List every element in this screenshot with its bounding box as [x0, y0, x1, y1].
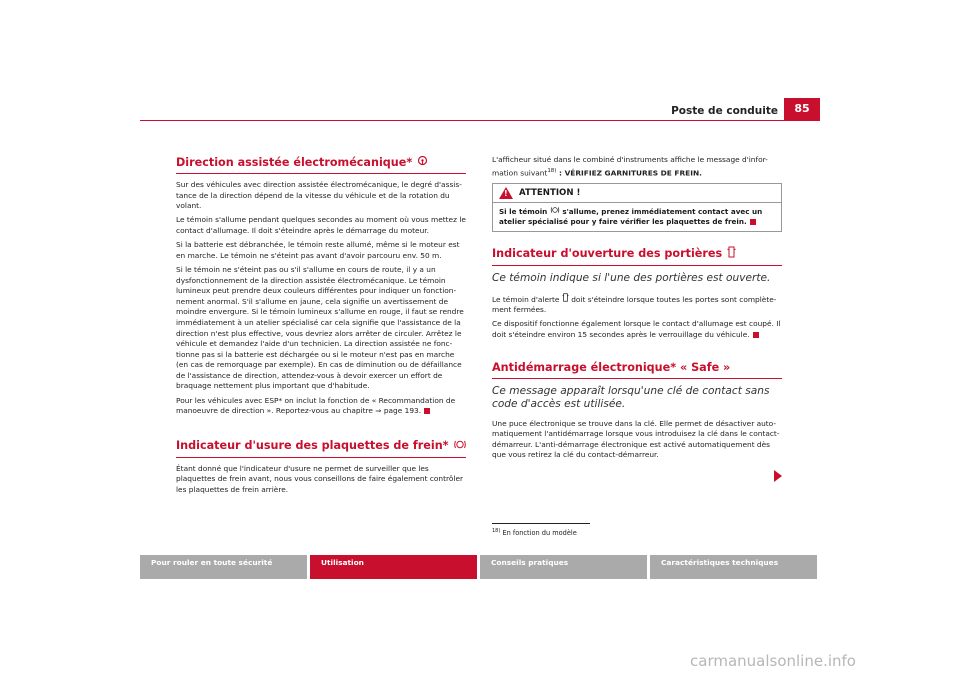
paragraph-text: doit s'éteindre lorsque toutes les portes sont complète-ment fermées.	[492, 294, 777, 315]
tab-operation[interactable]: Utilisation	[310, 555, 477, 579]
paragraph-text: L'afficheur situé dans le combiné d'instruments affiche le message d'infor-mation suivant	[492, 155, 768, 178]
section-title: Indicateur d'ouverture des portières	[492, 246, 723, 260]
paragraph: Une puce électronique se trouve dans la clé. Elle permet de désactiver auto-matiquement l'antidémarrage lorsque vous introduisez la clé dans le contact-démarreur. L'anti-démarrage électronique est activé automatiquement dès que vous retirez la clé du contact-démarreur.	[492, 418, 780, 460]
attention-box	[492, 183, 782, 232]
right-column	[492, 155, 782, 465]
paragraph: Le témoin s'allume pendant quelques secondes au moment où vous mettez le contact d'allumage. Il doit s'éteindre après le démarrage du moteur.	[176, 215, 466, 235]
end-of-section-marker	[750, 219, 756, 225]
section-lead: Ce message apparaît lorsqu'une clé de contact sans code d'accès est utilisée.	[492, 384, 770, 410]
left-column	[176, 155, 466, 499]
door-open-icon	[727, 246, 736, 261]
steering-warning-icon	[417, 155, 428, 169]
page-number-badge: 85	[784, 98, 820, 120]
attention-text-part: Si le témoin	[499, 206, 548, 216]
paragraph: Étant donné que l'indicateur d'usure ne permet de surveiller que les plaquettes de frein avant, nous vous conseillons de faire également contrôler les plaquettes de frein arrière.	[176, 463, 464, 495]
paragraph	[492, 155, 782, 179]
attention-header	[493, 184, 781, 203]
tab-technical-specs[interactable]: Caractéristiques techniques	[650, 555, 817, 579]
tab-safety[interactable]: Pour rouler en toute sécurité	[140, 555, 307, 579]
section-lead: Ce témoin indique si l'une des portières est ouverte.	[492, 271, 771, 284]
paragraph-text: Ce dispositif fonctionne également lorsque le contact d'allumage est coupé. Il doit s'éteindre environ 15 secondes après le verrouillage du véhicule.	[492, 319, 781, 340]
section-heading-door-indicator	[492, 246, 782, 266]
header-divider	[140, 120, 820, 121]
section-title: Antidémarrage électronique* « Safe »	[492, 360, 731, 374]
footnote	[492, 528, 577, 537]
attention-text-part: s'allume, prenez immédiatement contact avec un atelier spécialisé pour y faire vérifier les plaquettes de frein.	[499, 206, 763, 226]
paragraph: Sur des véhicules avec direction assistée électromécanique, le degré d'assis-tance de la direction dépend de la vitesse du véhicule et de la rotation du volant.	[176, 180, 462, 211]
paragraph-text: Le témoin d'alerte	[492, 294, 560, 304]
paragraph	[176, 396, 466, 417]
brake-pad-icon	[550, 207, 560, 216]
chapter-tab-bar	[140, 555, 820, 579]
brake-pad-icon	[454, 439, 466, 453]
section-heading-immobilizer	[492, 361, 782, 379]
section-title: Indicateur d'usure des plaquettes de frein*	[176, 439, 449, 453]
section-heading-brake-pad	[176, 439, 466, 458]
running-header-title: Poste de conduite	[671, 105, 778, 117]
watermark: carmanualsonline.info	[690, 652, 856, 670]
paragraph: Si le témoin ne s'éteint pas ou s'il s'allume en cours de route, il y a un dysfonctionnement de la direction assistée électromécanique. Le témoin lumineux peut prendre deux couleurs différentes pour indiquer un fonction-nement anormal. S'il s'allume en jaune, cela signifie un avertissement de moindre envergure. Si le témoin lumineux s'allume en rouge, il faut se rendre immédiatement à un atelier spécialisé car cela signifie que l'assistance de la direction n'est plus effective, vous devriez alors arrêter de circuler. Arrêtez le véhicule et demandez l'aide d'un technicien. La direction assistée ne fonc-tionne pas si la batterie est déchargée ou si le moteur n'est pas en marche (en cas de remorquage par exemple). En cas de diminution ou de défaillance de l'assistance de direction, attendez-vous à devoir exercer un effort de braquage nettement plus important que d'habitude.	[176, 264, 464, 391]
section-heading-power-steering	[176, 155, 466, 174]
footnote-text: En fonction du modèle	[502, 529, 577, 538]
attention-title: ATTENTION !	[519, 187, 581, 198]
footnote-mark: 18)	[492, 528, 501, 534]
paragraph	[492, 319, 782, 340]
message-text: : VÉRIFIEZ GARNITURES DE FREIN.	[556, 168, 702, 178]
section-title: Direction assistée électromécanique*	[176, 155, 413, 169]
paragraph-text: Pour les véhicules avec ESP* on inclut la fonction de « Recommandation de manoeuvre de direction ». Reportez-vous au chapitre ⇒ page 193.	[176, 395, 456, 416]
door-open-icon	[562, 295, 569, 304]
tab-practical-tips[interactable]: Conseils pratiques	[480, 555, 647, 579]
end-of-section-marker	[424, 408, 430, 414]
footnote-reference: 18)	[547, 167, 557, 174]
end-of-section-marker	[753, 332, 759, 338]
continue-arrow-icon	[774, 470, 782, 482]
paragraph	[492, 293, 782, 316]
footnote-divider	[492, 523, 590, 524]
attention-text	[493, 203, 781, 231]
warning-triangle-icon: !	[499, 187, 513, 199]
paragraph: Si la batterie est débranchée, le témoin reste allumé, même si le moteur est en marche. Le témoin ne s'éteint pas avant d'avoir parcouru env. 50 m.	[176, 240, 460, 260]
